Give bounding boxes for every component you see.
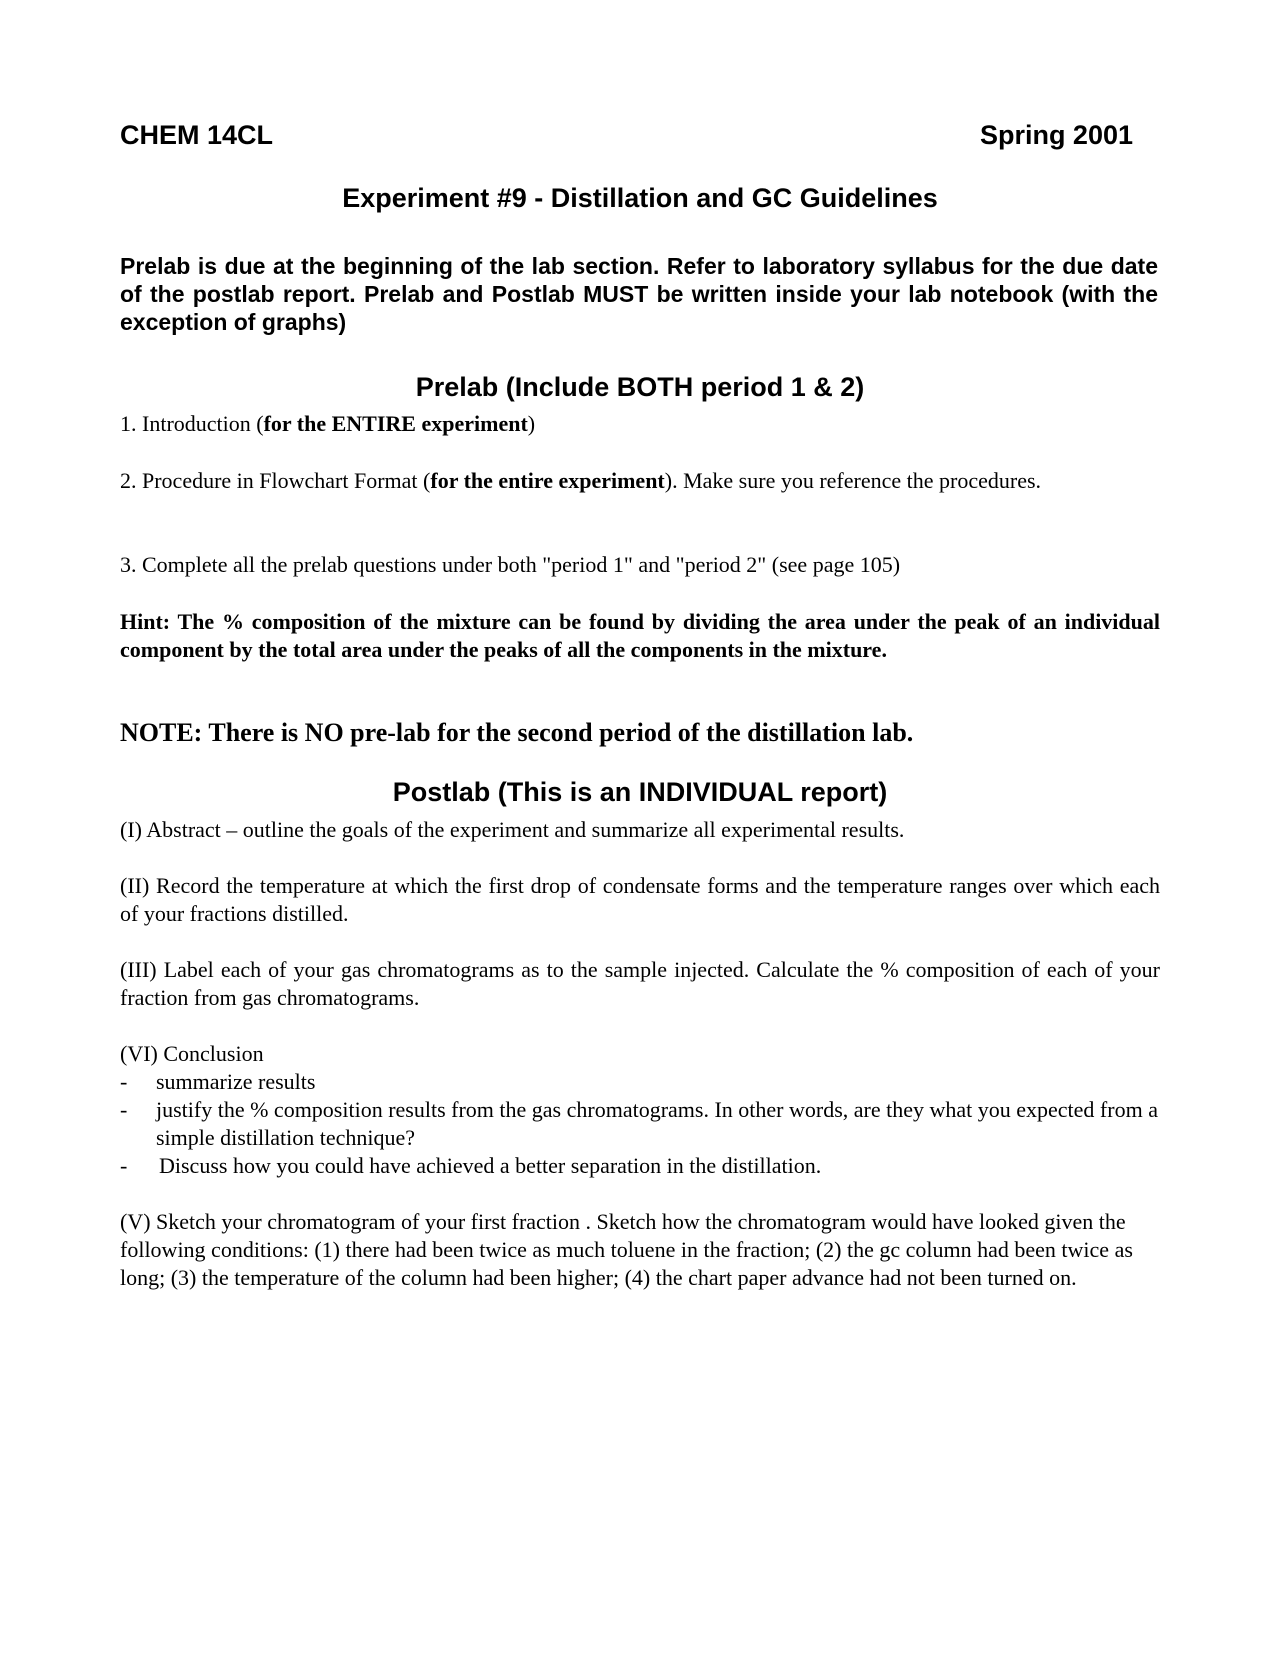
postlab-sketch: (V) Sketch your chromatogram of your first fraction . Sketch how the chromatogram would have looked given the following conditions: (1) there had been twice as much toluene in the fraction; (2) the gc column had been twice as long; (3) the temperature of the column had been higher; (4) the chart paper advance had not been turned on.	[120, 1209, 1133, 1290]
list-dash: -	[120, 1097, 128, 1122]
prelab-item-3: 3. Complete all the prelab questions under both "period 1" and "period 2" (see page 105)	[120, 552, 901, 577]
course-code: CHEM 14CL	[120, 120, 274, 150]
postlab-conclusion	[120, 1040, 1160, 1180]
list-item: - summarize results	[120, 1069, 316, 1094]
list-item: - Discuss how you could have achieved a better separation in the distillation.	[120, 1153, 822, 1178]
hint-paragraph: Hint: The % composition of the mixture can be found by dividing the area under the peak of an individual component by the total area under the peaks of all the components in the mixture.	[120, 609, 1160, 662]
prelab-item-1: 1. Introduction (for the ENTIRE experiment)	[120, 411, 536, 436]
conclusion-title: (VI) Conclusion	[120, 1041, 264, 1066]
postlab-record: (II) Record the temperature at which the first drop of condensate forms and the temperature ranges over which each of your fractions distilled.	[120, 873, 1160, 926]
list-item: - justify the % composition results from the gas chromatograms. In other words, are they what you expected from a simple distillation technique?	[120, 1097, 1158, 1150]
postlab-heading: Postlab (This is an INDIVIDUAL report)	[392, 777, 888, 807]
list-dash: -	[120, 1069, 128, 1094]
prelab-item-2: 2. Procedure in Flowchart Format (for the entire experiment). Make sure you reference the procedures.	[120, 468, 1042, 493]
note-paragraph: NOTE: There is NO pre-lab for the second period of the distillation lab.	[120, 718, 914, 747]
list-dash: -	[120, 1153, 128, 1178]
document-title: Experiment #9 - Distillation and GC Guidelines	[342, 183, 938, 213]
postlab-label: (III) Label each of your gas chromatograms as to the sample injected. Calculate the % composition of each of your fraction from gas chromatograms.	[120, 957, 1160, 1010]
intro-paragraph: Prelab is due at the beginning of the lab section. Refer to laboratory syllabus for the due date of the postlab report. Prelab and Postlab MUST be written inside your lab notebook (with the exception of graphs)	[120, 253, 1158, 335]
term: Spring 2001	[979, 120, 1133, 150]
prelab-heading: Prelab (Include BOTH period 1 & 2)	[415, 372, 865, 402]
postlab-abstract: (I) Abstract – outline the goals of the experiment and summarize all experimental results.	[120, 817, 905, 842]
